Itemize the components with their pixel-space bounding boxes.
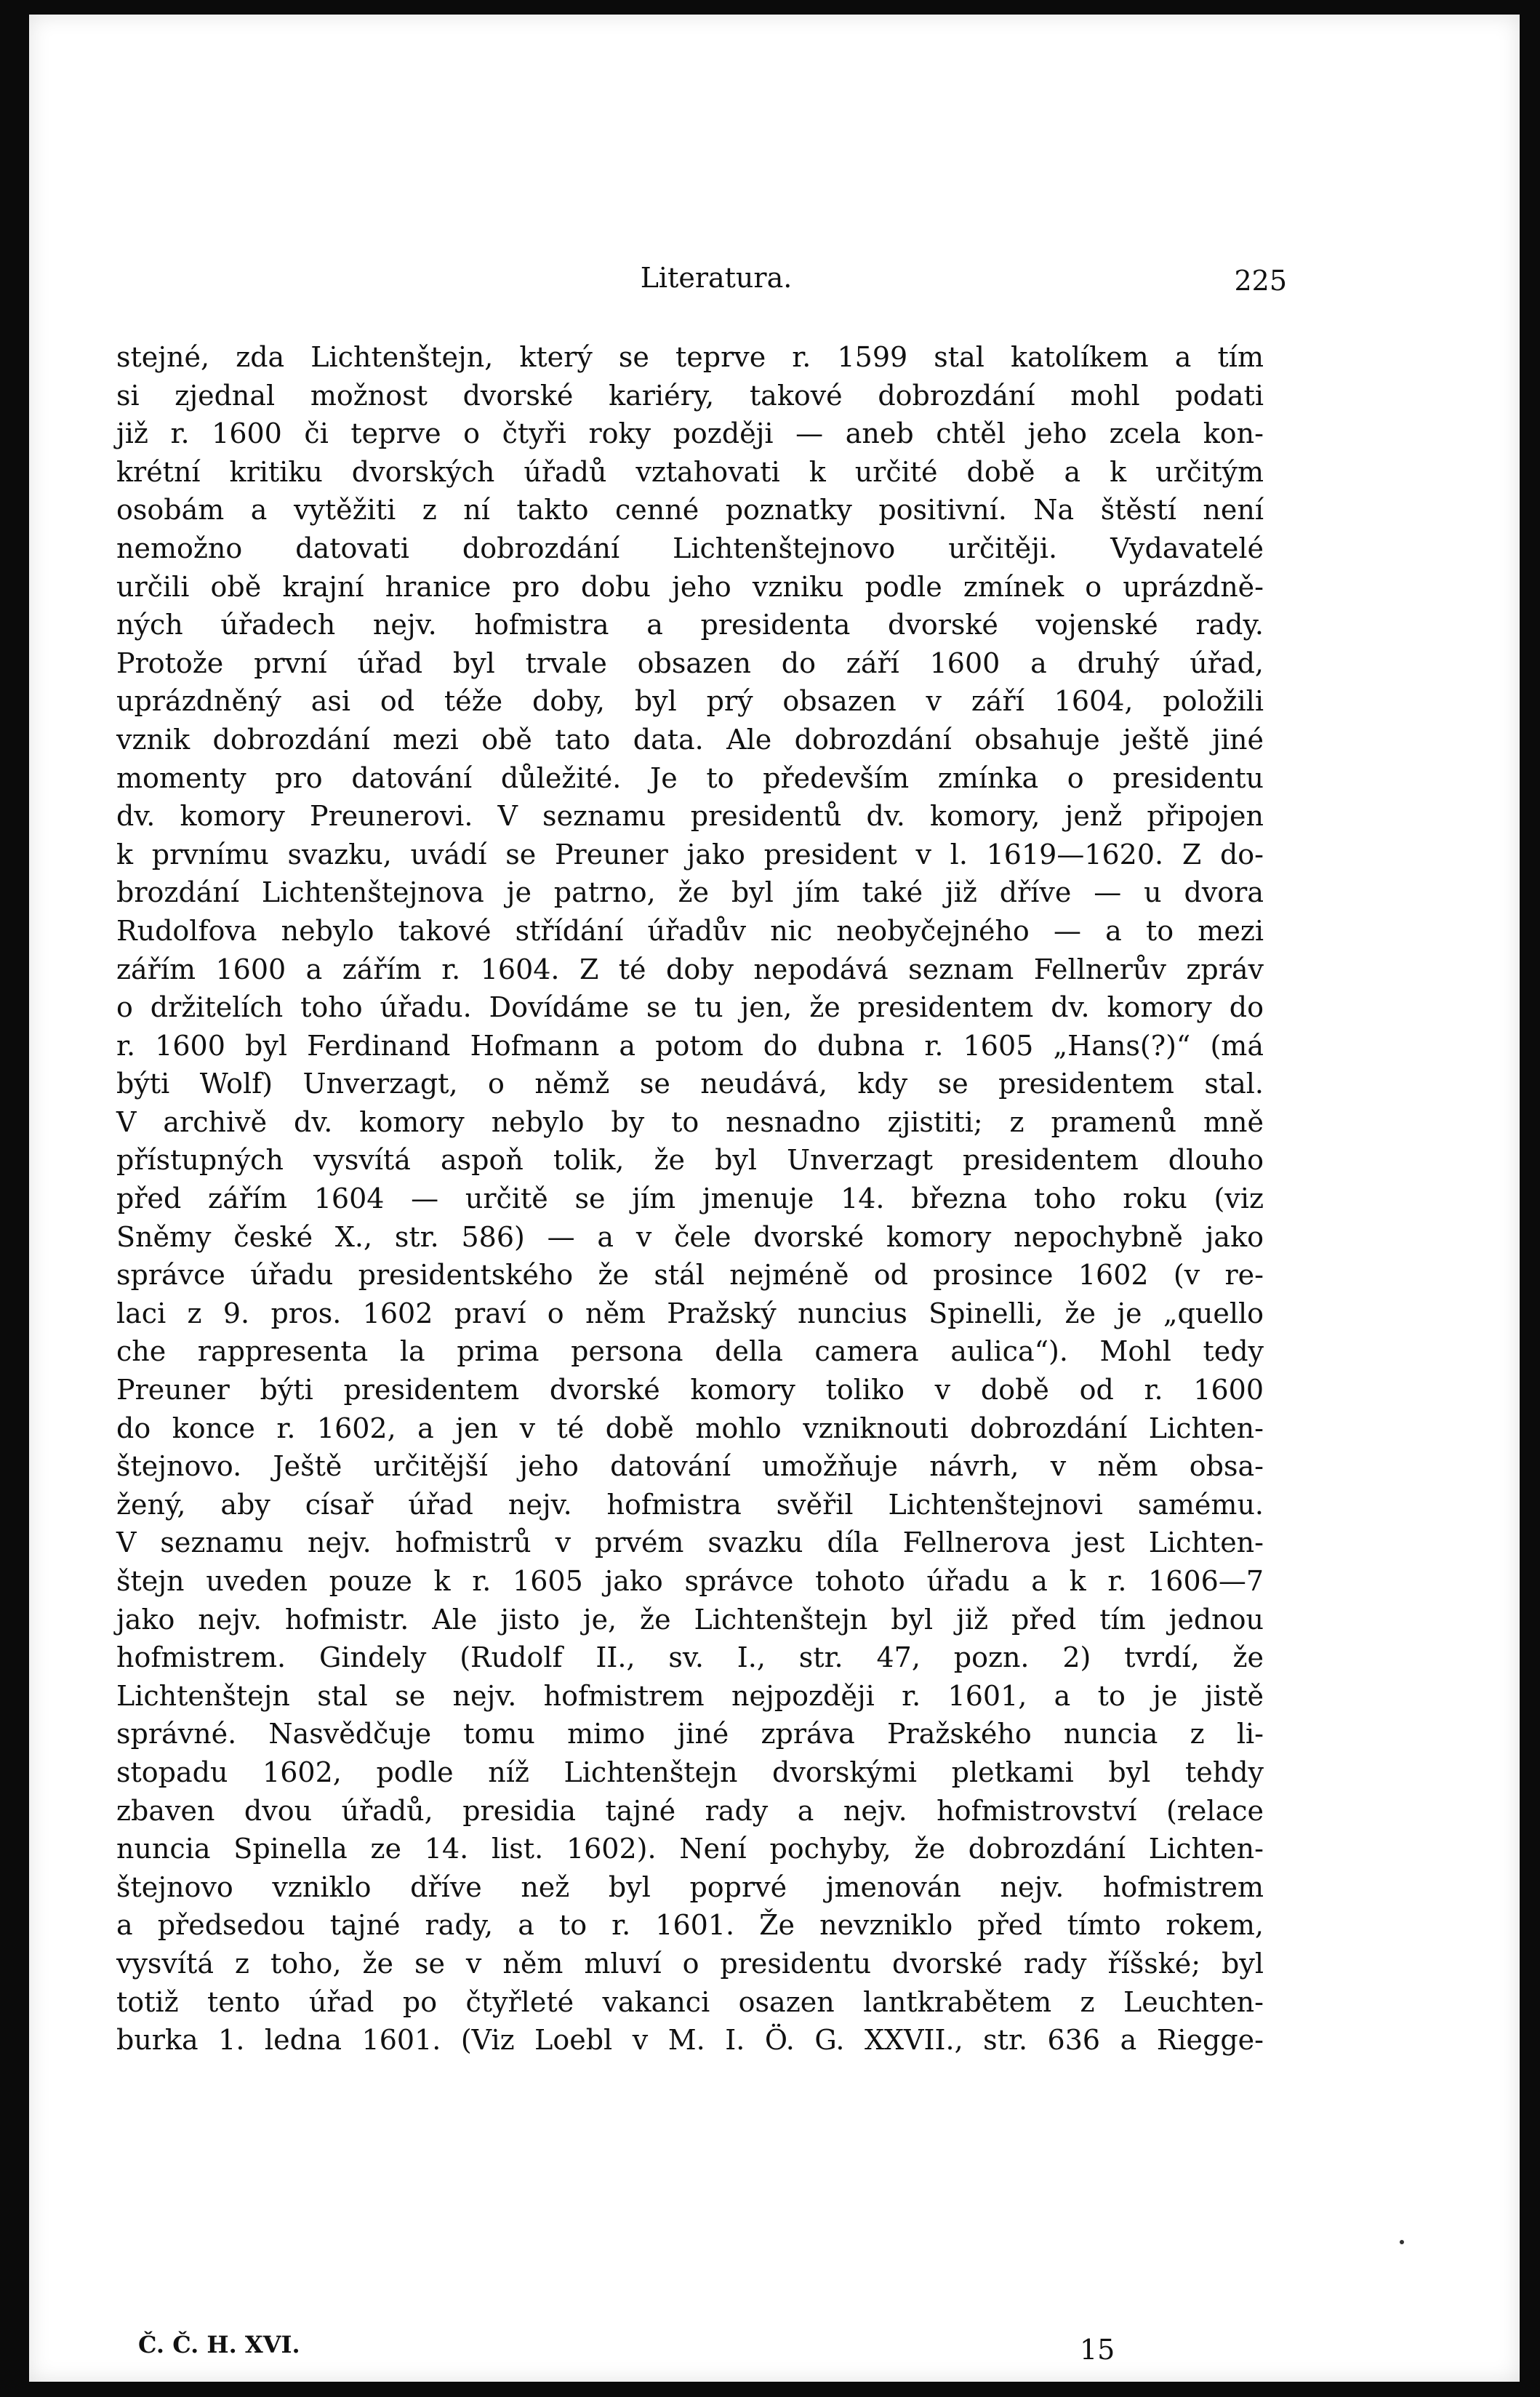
text-line: žený, aby císař úřad nejv. hofmistra svěřil Lichtenštejnovi samému. (116, 1488, 1264, 1521)
text-line: před zářím 1604 — určitě se jím jmenuje 14. března toho roku (viz (116, 1183, 1264, 1215)
text-line: do konce r. 1602, a jen v té době mohlo vzniknouti dobrozdání Lichten- (116, 1412, 1264, 1444)
text-line: vznik dobrozdání mezi obě tato data. Ale dobrozdání obsahuje ještě jiné (116, 723, 1264, 756)
text-line: V archivě dv. komory nebylo by to nesnadno zjistiti; z pramenů mně (116, 1105, 1264, 1138)
page-footer (138, 2331, 1280, 2367)
text-line: k prvnímu svazku, uvádí se Preuner jako president v l. 1619—1620. Z do- (116, 838, 1264, 871)
text-line: správné. Nasvědčuje tomu mimo jiné zpráva Pražského nuncia z li- (116, 1718, 1264, 1750)
text-line: Protože první úřad byl trvale obsazen do září 1600 a druhý úřad, (116, 647, 1264, 679)
page-header (145, 262, 1287, 305)
text-line: krétní kritiku dvorských úřadů vztahovati k určité době a k určitým (116, 455, 1264, 488)
running-title: Literatura. (640, 262, 793, 294)
text-line: stopadu 1602, podle níž Lichtenštejn dvorskými pletkami byl tehdy (116, 1756, 1264, 1788)
text-line: jako nejv. hofmistr. Ale jisto je, že Lichtenštejn byl již před tím jednou (116, 1603, 1264, 1636)
text-line: o držitelích toho úřadu. Dovídáme se tu jen, že presidentem dv. komory do (116, 991, 1264, 1024)
text-line: nemožno datovati dobrozdání Lichtenštejnovo určitěji. Vydavatelé (116, 532, 1264, 564)
text-line: a předsedou tajné rady, a to r. 1601. Že nevzniklo před tímto rokem, (116, 1909, 1264, 1942)
text-line: nuncia Spinella ze 14. list. 1602). Není pochyby, že dobrozdání Lichten- (116, 1833, 1264, 1865)
text-line: burka 1. ledna 1601. (Viz Loebl v M. I. Ö. G. XXVII., str. 636 a Riegge- (116, 2024, 1264, 2057)
text-line: vysvítá z toho, že se v něm mluví o presidentu dvorské rady říšské; byl (116, 1947, 1264, 1980)
scan-speck (1400, 2240, 1404, 2244)
text-line: přístupných vysvítá aspoň tolik, že byl Unverzagt presidentem dlouho (116, 1144, 1264, 1177)
text-line: stejné, zda Lichtenštejn, který se teprve r. 1599 stal katolíkem a tím (116, 341, 1264, 373)
text-line: štejn uveden pouze k r. 1605 jako správce tohoto úřadu a k r. 1606—7 (116, 1565, 1264, 1597)
text-line: býti Wolf) Unverzagt, o němž se neudává, kdy se presidentem stal. (116, 1068, 1264, 1100)
text-line: totiž tento úřad po čtyřleté vakanci osazen lantkrabětem z Leuchten- (116, 1985, 1264, 2018)
text-line: V seznamu nejv. hofmistrů v prvém svazku díla Fellnerova jest Lichten- (116, 1526, 1264, 1559)
sheet-number: 15 (1080, 2334, 1115, 2366)
text-line: zbaven dvou úřadů, presidia tajné rady a nejv. hofmistrovství (relace (116, 1794, 1264, 1827)
text-line: Sněmy české X., str. 586) — a v čele dvorské komory nepochybně jako (116, 1220, 1264, 1253)
text-line: si zjednal možnost dvorské kariéry, takové dobrozdání mohl podati (116, 379, 1264, 412)
text-line: Preuner býti presidentem dvorské komory toliko v době od r. 1600 (116, 1374, 1264, 1406)
document-page (29, 15, 1520, 2382)
journal-signature: Č. Č. H. XVI. (138, 2331, 300, 2358)
text-line: dv. komory Preunerovi. V seznamu presidentů dv. komory, jenž připojen (116, 800, 1264, 833)
page-number: 225 (1234, 265, 1287, 297)
text-line: zářím 1600 a zářím r. 1604. Z té doby nepodává seznam Fellnerův zpráv (116, 953, 1264, 985)
text-line: štejnovo. Ještě určitější jeho datování umožňuje návrh, v něm obsa- (116, 1450, 1264, 1483)
text-line: Rudolfova nebylo takové střídání úřadův nic neobyčejného — a to mezi (116, 914, 1264, 947)
text-line: štejnovo vzniklo dříve než byl poprvé jmenován nejv. hofmistrem (116, 1870, 1264, 1903)
body-text (116, 338, 1264, 2060)
text-line: osobám a vytěžiti z ní takto cenné poznatky positivní. Na štěstí není (116, 494, 1264, 527)
text-line: momenty pro datování důležité. Je to především zmínka o presidentu (116, 761, 1264, 794)
text-line: r. 1600 byl Ferdinand Hofmann a potom do dubna r. 1605 „Hans(?)“ (má (116, 1029, 1264, 1062)
text-line: che rappresenta la prima persona della camera aulica“). Mohl tedy (116, 1335, 1264, 1368)
text-line: již r. 1600 či teprve o čtyři roky později — aneb chtěl jeho zcela kon- (116, 417, 1264, 450)
text-line: ných úřadech nejv. hofmistra a presidenta dvorské vojenské rady. (116, 609, 1264, 641)
text-line: hofmistrem. Gindely (Rudolf II., sv. I., str. 47, pozn. 2) tvrdí, že (116, 1641, 1264, 1674)
text-line: správce úřadu presidentského že stál nejméně od prosince 1602 (v re- (116, 1259, 1264, 1292)
text-line: brozdání Lichtenštejnova je patrno, že byl jím také již dříve — u dvora (116, 876, 1264, 909)
text-line: uprázdněný asi od téže doby, byl prý obsazen v září 1604, položili (116, 685, 1264, 718)
text-line: určili obě krajní hranice pro dobu jeho vzniku podle zmínek o uprázdně- (116, 570, 1264, 603)
text-line: laci z 9. pros. 1602 praví o něm Pražský nuncius Spinelli, že je „quello (116, 1297, 1264, 1329)
text-line: Lichtenštejn stal se nejv. hofmistrem nejpozději r. 1601, a to je jistě (116, 1679, 1264, 1712)
